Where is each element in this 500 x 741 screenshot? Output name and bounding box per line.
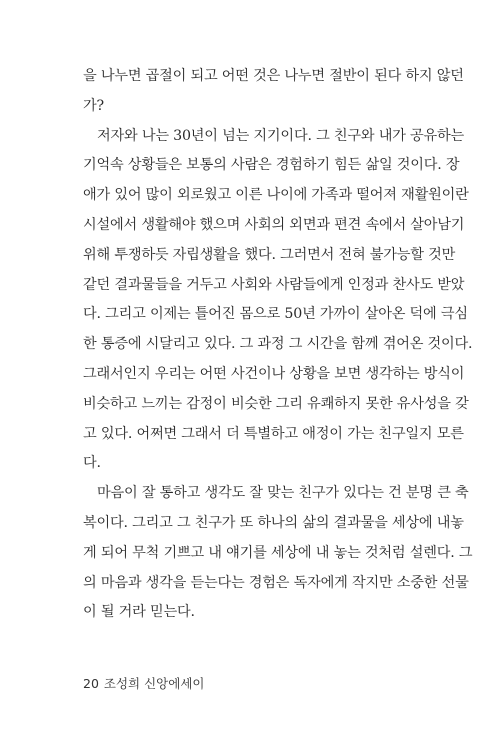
body-line: 그래서인지 우리는 어떤 사건이나 상황을 보면 생각하는 방식이 xyxy=(83,366,465,382)
body-line: 의 마음과 생각을 듣는다는 경험은 독자에게 작지만 소중한 선물 xyxy=(83,575,469,591)
body-line: 저자와 나는 30년이 넘는 지기이다. 그 친구와 내가 공유하는 xyxy=(83,128,465,144)
body-line: 복이다. 그리고 그 친구가 또 하나의 삶의 결과물을 세상에 내놓 xyxy=(83,515,464,531)
body-line: 다. 그리고 이제는 틀어진 몸으로 50년 가까이 살아온 덕에 극심 xyxy=(83,306,468,322)
body-line: 비슷하고 느끼는 감정이 비슷한 그리 유쾌하지 못한 유사성을 갖 xyxy=(83,396,469,412)
body-line: 시설에서 생활해야 했으며 사회의 외면과 편견 속에서 살아남기 xyxy=(83,217,465,233)
body-line: 한 통증에 시달리고 있다. 그 과정 그 시간을 함께 겪어온 것이다. xyxy=(83,336,473,352)
body-line: 게 되어 무척 기쁘고 내 얘기를 세상에 내 놓는 것처럼 설렌다. 그 xyxy=(83,545,473,561)
body-line: 같던 결과물들을 거두고 사회와 사람들에게 인정과 찬사도 받았 xyxy=(83,277,465,293)
body-line: 을 나누면 곱절이 되고 어떤 것은 나누면 절반이 된다 하지 않던 xyxy=(83,68,464,84)
body-line: 마음이 잘 통하고 생각도 잘 맞는 친구가 있다는 건 분명 큰 축 xyxy=(83,485,469,501)
body-line: 이 될 거라 믿는다. xyxy=(83,604,195,620)
running-title: 조성희 신앙에세이 xyxy=(103,676,205,691)
body-line: 위해 투쟁하듯 자립생활을 했다. 그러면서 전혀 불가능할 것만 xyxy=(83,247,456,263)
body-line: 고 있다. 어쩌면 그래서 더 특별하고 애정이 가는 친구일지 모른 xyxy=(83,426,464,442)
page-number: 20 xyxy=(83,676,99,691)
page-footer xyxy=(83,674,204,692)
body-line: 기억속 상황들은 보통의 사람은 경험하기 힘든 삶일 것이다. 장 xyxy=(83,157,460,173)
body-line: 다. xyxy=(83,455,101,471)
body-line: 가? xyxy=(83,98,104,114)
body-line: 애가 있어 많이 외로웠고 이른 나이에 가족과 떨어져 재활원이란 xyxy=(83,187,469,203)
